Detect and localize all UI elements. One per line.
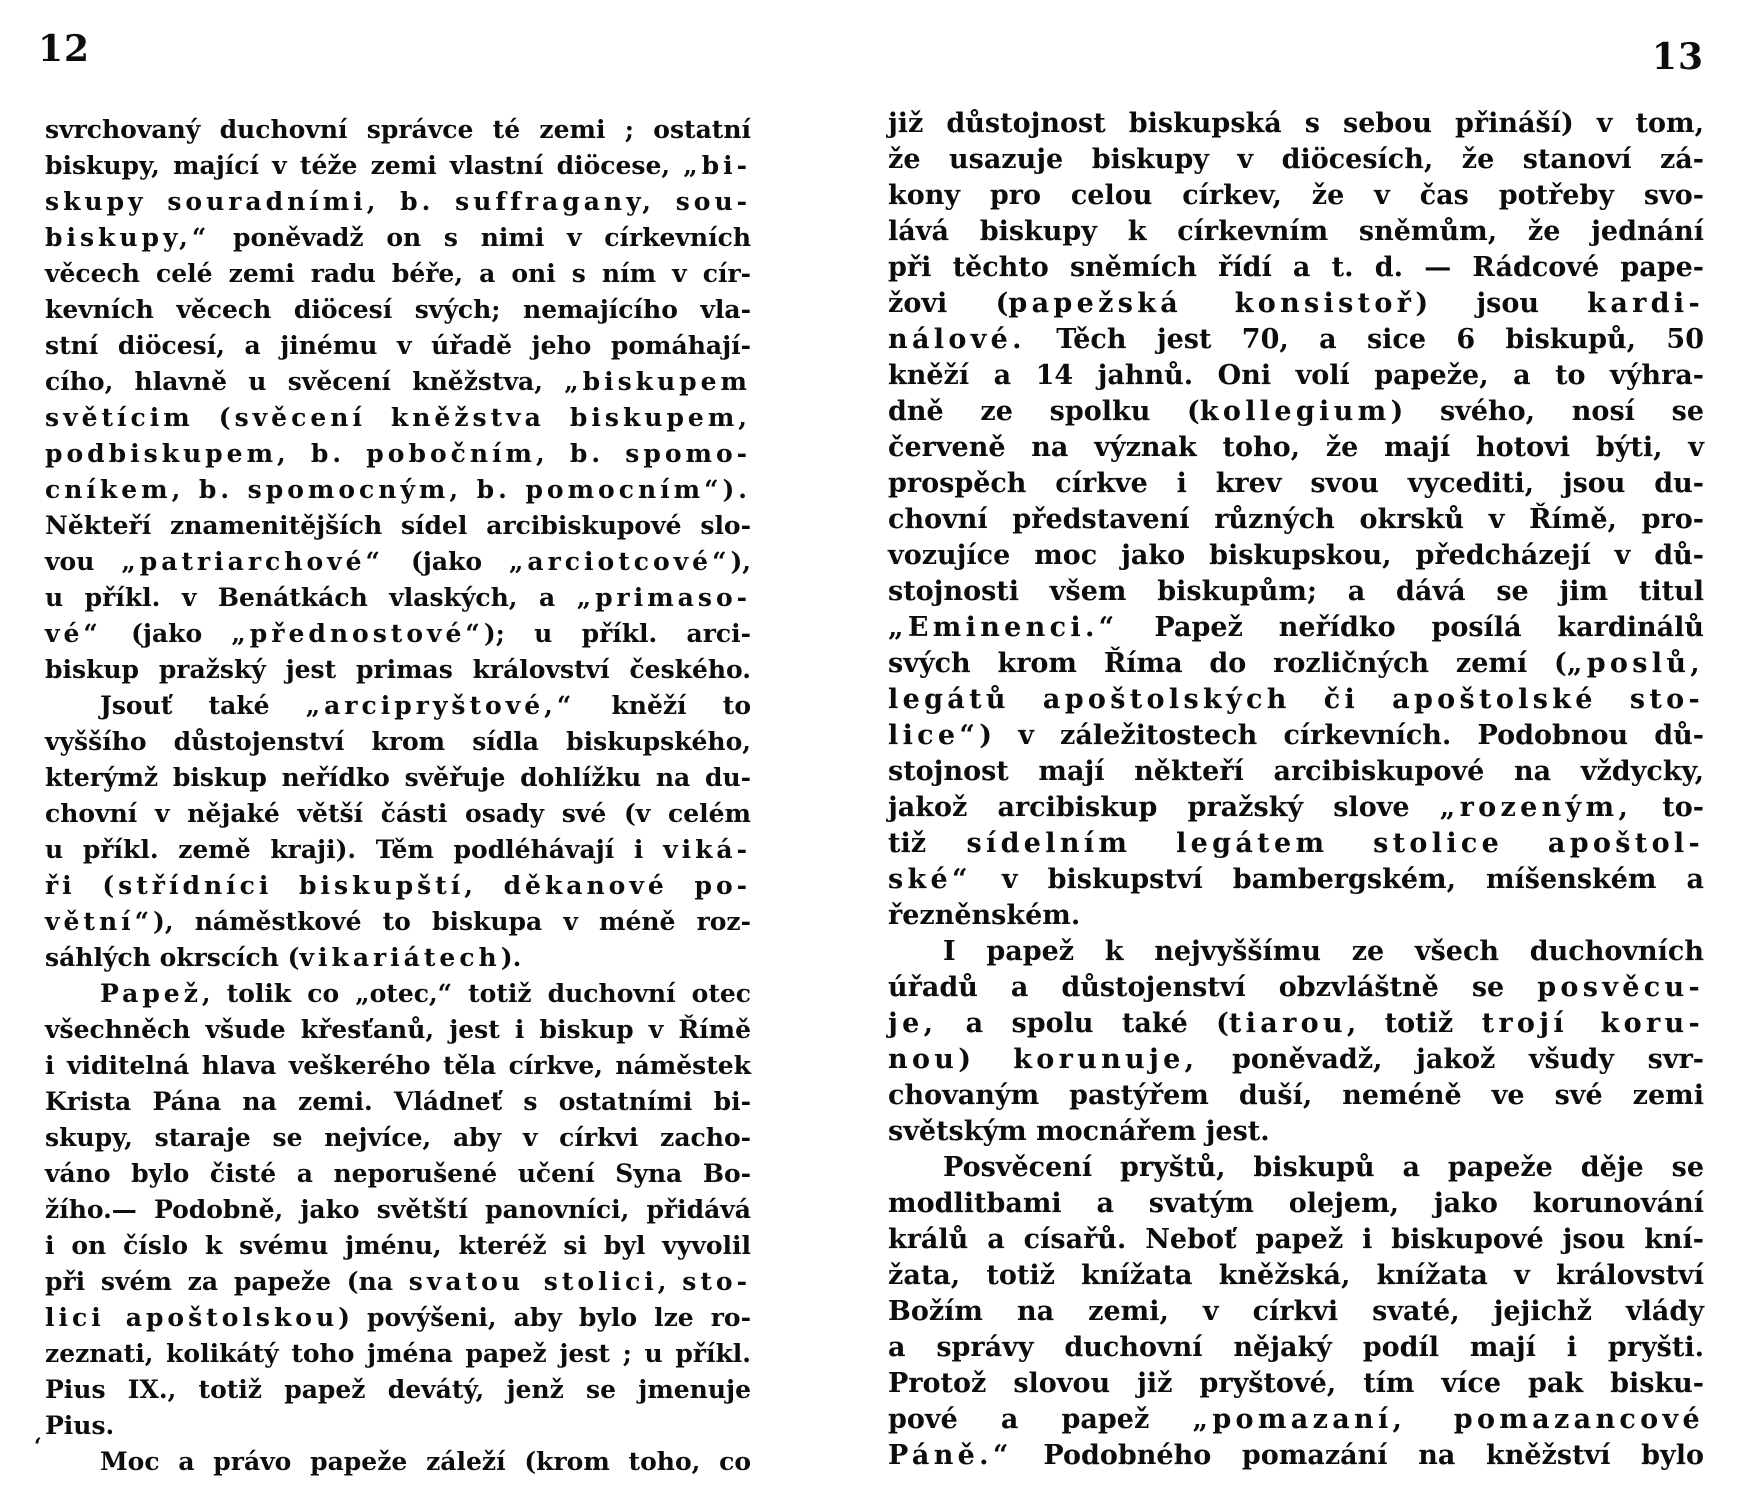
text-line [45,688,751,724]
emphasized-text-segment: „arciotcové“ [509,547,731,576]
emphasized-text-segment: lici apoštolskou [45,1303,339,1332]
emphasized-text-segment: „bi- [683,151,751,180]
text-line [45,1048,751,1084]
text-line [888,610,1704,646]
text-segment: Někteří znamenitějších sídel arcibiskupové slo- [45,511,751,540]
emphasized-text-segment: biskupy,“ [45,223,211,252]
text-line [888,898,1704,934]
text-line [45,1228,751,1264]
text-segment: , totiž [1346,1008,1482,1039]
text-segment: pové a papež [888,1404,1193,1435]
text-line [45,1372,751,1408]
emphasized-text-segment: „biskupem [564,367,751,396]
text-segment: světským mocnářem jest. [888,1116,1270,1147]
text-segment: Moc a právo papeže záleží (krom toho, co [100,1447,751,1476]
text-segment: při těchto sněmích řídí a t. d. — Rádcové pape- [888,252,1704,283]
text-segment: Posvěcení pryštů, biskupů a papeže děje se [943,1152,1704,1183]
text-segment: vyššího důstojenství krom sídla biskupského, [45,727,751,756]
text-line [45,1192,751,1228]
text-line [45,508,751,544]
text-segment: váno bylo čisté a neporušené učení Syna Bo- [45,1159,751,1188]
text-line [45,256,751,292]
text-line [45,148,751,184]
text-line [888,502,1704,538]
text-line [45,1120,751,1156]
emphasized-text-segment: Papež [100,979,202,1008]
text-line [45,400,751,436]
text-segment: věcech celé zemi radu béře, a oni s ním v cír- [45,259,751,288]
text-line [45,436,751,472]
text-segment: Krista Pána na zemi. Vládneť s ostatními bi- [45,1087,751,1116]
text-segment: sáhlých okrscích ( [45,943,300,972]
page-13-text-column [888,106,1704,1474]
text-segment: modlitbami a svatým olejem, jako korunování [888,1188,1704,1219]
emphasized-text-segment: větní“ [45,907,154,936]
text-line [45,976,751,1012]
text-segment: Pius IX., totiž papež devátý, jenž se jmenuje [45,1375,751,1404]
emphasized-text-segment: „pomazaní, pomazancové [1192,1404,1704,1435]
text-segment: svých krom Říma do rozličných zemí ( [888,648,1567,679]
text-segment: vou [45,547,122,576]
text-line [45,1444,751,1480]
text-segment: kony pro celou církev, že v čas potřeby svo- [888,180,1704,211]
emphasized-text-segment: sto- [682,1267,751,1296]
emphasized-text-segment: ské“ [888,864,972,895]
text-line [45,472,751,508]
text-line [45,832,751,868]
emphasized-text-segment: cníkem, b. spomocným, b. pomocním“). [45,475,751,504]
text-segment: u příkl. v Benátkách vlaských, a [45,583,577,612]
text-line [888,1006,1704,1042]
text-line [888,1330,1704,1366]
text-line [888,934,1704,970]
text-line [888,862,1704,898]
text-segment: to- [1632,792,1704,823]
text-segment: Pius. [45,1411,115,1440]
text-line [888,754,1704,790]
text-line [888,646,1704,682]
text-segment: chovní představení různých okrsků v Římě, pro- [888,504,1704,535]
text-segment: kněží a 14 jahnů. Oni volí papeže, a to výhra- [888,360,1704,391]
text-line [888,1150,1704,1186]
text-segment: již důstojnost biskupská s sebou přináší) v tom, [888,108,1704,139]
text-line [888,790,1704,826]
text-line [45,796,751,832]
emphasized-text-segment: kollegium [1199,396,1391,427]
text-line [888,142,1704,178]
text-line [888,322,1704,358]
text-segment: u příkl. země kraji). Těm podléhávají i [45,835,664,864]
text-line [45,1264,751,1300]
text-segment: zeznati, kolikátý toho jména papež jest ; u příkl. [45,1339,751,1368]
text-line [888,250,1704,286]
emphasized-text-segment: skupy souradními, b. suffragany, sou- [45,187,751,216]
text-segment: ) jsou [1415,288,1588,319]
emphasized-text-segment: vé“ [45,619,102,648]
text-segment: jakož arcibiskup pražský slove [888,792,1440,823]
text-line [45,1156,751,1192]
text-segment: i viditelná hlava veškerého těla církve, náměstek [45,1051,751,1080]
text-segment: v biskupství bambergském, míšenském a [971,864,1704,895]
text-segment: cího, hlavně u svěcení kněžstva, [45,367,565,396]
text-line [45,904,751,940]
text-segment: tiž [888,828,967,859]
text-segment: biskup pražský jest primas království českého. [45,655,751,684]
text-segment: I papež k nejvyššímu ze všech duchovních [943,936,1704,967]
text-segment: stojnost mají někteří arcibiskupové na vždycky, [888,756,1704,787]
text-line [888,106,1704,142]
text-line [45,616,751,652]
text-segment: Božím na zemi, v církvi svaté, jejichž vlády [888,1296,1704,1327]
emphasized-text-segment: podbiskupem, b. pobočním, b. spomo- [45,439,751,468]
text-line [888,826,1704,862]
text-segment: červeně na význak toho, že mají hotovi býti, v [888,432,1704,463]
text-segment: kterýmž biskup neřídko svěřuje dohlížku na du- [45,763,751,792]
text-line [888,1294,1704,1330]
emphasized-text-segment: sídelním legátem stolice apoštol- [966,828,1704,859]
text-line [45,1084,751,1120]
emphasized-text-segment: tiarou [1228,1008,1347,1039]
text-segment: při svém za papeže (na [45,1267,409,1296]
text-segment: ), [730,547,751,576]
emphasized-text-segment: viká- [663,835,751,864]
emphasized-text-segment: „poslů, [1566,648,1704,679]
text-line [888,1186,1704,1222]
text-segment: žata, totiž knížata kněžská, knížata v království [888,1260,1704,1291]
text-segment: řezněnském. [888,900,1081,931]
text-segment: ) povýšeni, aby bylo lze ro- [338,1303,751,1332]
text-line [888,682,1704,718]
emphasized-text-segment: „Eminenci.“ [888,612,1119,643]
text-line [888,178,1704,214]
text-segment: králů a císařů. Neboť papež i biskupové jsou kní- [888,1224,1704,1255]
text-line [888,1042,1704,1078]
text-line [45,760,751,796]
text-line [888,538,1704,574]
text-line [888,718,1704,754]
text-segment: Těch jest 70, a sice 6 biskupů, 50 [1025,324,1704,355]
text-segment: (jako [101,619,232,648]
text-line [45,328,751,364]
text-segment: ) svého, nosí se [1390,396,1705,427]
text-line [45,292,751,328]
text-segment: poněvadž, jakož všudy svr- [1198,1044,1705,1075]
text-line [888,1114,1704,1150]
text-line [45,1408,751,1444]
text-line [45,364,751,400]
text-segment: ); u příkl. arci- [483,619,751,648]
emphasized-text-segment: papežská konsistoř [1008,288,1416,319]
text-line [888,358,1704,394]
emphasized-text-segment: „arcipryštové,“ [305,691,576,720]
text-segment: skupy, staraje se nejvíce, aby v církvi zacho- [45,1123,751,1152]
text-segment: chovní v nějaké větší části osady své (v celém [45,799,751,828]
page-12-text-column [45,112,751,1480]
text-segment: úřadů a důstojenství obzvláštně se [888,972,1538,1003]
text-segment: biskupy, mající v téže zemi vlastní diöcese, [45,151,684,180]
emphasized-text-segment: je, [888,1008,938,1039]
emphasized-text-segment: „patriarchové“ [121,547,384,576]
emphasized-text-segment: posvěcu- [1537,972,1704,1003]
text-line [888,1222,1704,1258]
text-segment: ). [500,943,522,972]
emphasized-text-segment: Páně.“ [888,1440,1013,1471]
text-segment: stní diöcesí, a jinému v úřadě jeho pomáhají- [45,331,751,360]
print-artifact-mark: ‘ [34,1434,42,1460]
emphasized-text-segment: legátů apoštolských či apoštolské sto- [888,684,1704,715]
text-segment: chovaným pastýřem duší, neméně ve své zemi [888,1080,1704,1111]
emphasized-text-segment: kardi- [1587,288,1704,319]
text-segment: , tolik co „otec,“ totiž duchovní otec [201,979,751,1008]
text-line [888,970,1704,1006]
text-segment: i on číslo k svému jménu, kteréž si byl vyvolil [45,1231,751,1260]
text-line [888,1402,1704,1438]
text-segment: Protož slovou již pryštové, tím více pak bisku- [888,1368,1704,1399]
text-segment: dně ze spolku ( [888,396,1200,427]
text-line [888,574,1704,610]
text-line [45,580,751,616]
text-line [45,184,751,220]
text-line [888,286,1704,322]
text-segment: poněvadž on s nimi v církevních [210,223,751,252]
text-line [888,466,1704,502]
text-segment: žovi ( [888,288,1009,319]
text-segment: (jako [383,547,510,576]
text-segment: že usazuje biskupy v diöcesích, že stanoví zá- [888,144,1704,175]
text-segment: žího.— Podobně, jako světští panovníci, přidává [45,1195,751,1224]
emphasized-text-segment: vikariátech [299,943,501,972]
text-line [45,868,751,904]
text-line [888,1078,1704,1114]
text-segment: a správy duchovní nějaký podíl mají i pryšti. [888,1332,1704,1363]
text-line [888,214,1704,250]
text-segment: Podobného pomazání na kněžství bylo [1012,1440,1704,1471]
text-segment: , [657,1267,683,1296]
text-segment: Papež neřídko posílá kardinálů [1118,612,1704,643]
text-segment: prospěch církve i krev svou vycediti, jsou du- [888,468,1704,499]
emphasized-text-segment: svatou stolici [408,1267,658,1296]
text-line [45,1012,751,1048]
text-line [45,724,751,760]
text-segment: Jsouť také [100,691,306,720]
text-line [45,1300,751,1336]
emphasized-text-segment: světícim (svěcení kněžstva biskupem, [45,403,751,432]
text-segment: ), náměstkové to biskupa v méně roz- [153,907,751,936]
emphasized-text-segment: nou) korunuje, [888,1044,1199,1075]
text-line [888,1438,1704,1474]
text-line [888,394,1704,430]
text-line [45,1336,751,1372]
emphasized-text-segment: lice“ [888,720,980,751]
emphasized-text-segment: „rozeným, [1439,792,1633,823]
emphasized-text-segment: ři (střídníci biskupští, děkanové po- [45,871,751,900]
text-line [888,430,1704,466]
page-number-right: 13 [1651,36,1704,78]
text-segment: a spolu také ( [937,1008,1229,1039]
text-line [45,112,751,148]
text-line [888,1366,1704,1402]
text-segment: ) v záležitostech církevních. Podobnou dů- [979,720,1704,751]
text-line [45,652,751,688]
text-line [45,220,751,256]
emphasized-text-segment: „přednostové“ [231,619,484,648]
text-line [888,1258,1704,1294]
text-segment: kněží to [575,691,752,720]
text-line [45,544,751,580]
emphasized-text-segment: „primaso- [576,583,751,612]
emphasized-text-segment: nálové. [888,324,1026,355]
text-segment: všechněch všude křesťanů, jest i biskup v Římě [45,1015,751,1044]
text-segment: lává biskupy k církevním sněmům, že jednání [888,216,1704,247]
text-segment: stojnosti všem biskupům; a dává se jim titul [888,576,1704,607]
text-segment: kevních věcech diöcesí svých; nemajícího vla- [45,295,751,324]
page-number-left: 12 [38,28,91,70]
text-line [45,940,751,976]
text-segment: vozujíce moc jako biskupskou, předcházejí v dů- [888,540,1704,571]
emphasized-text-segment: trojí koru- [1481,1008,1704,1039]
text-segment: svrchovaný duchovní správce té zemi ; ostatní [45,115,751,144]
